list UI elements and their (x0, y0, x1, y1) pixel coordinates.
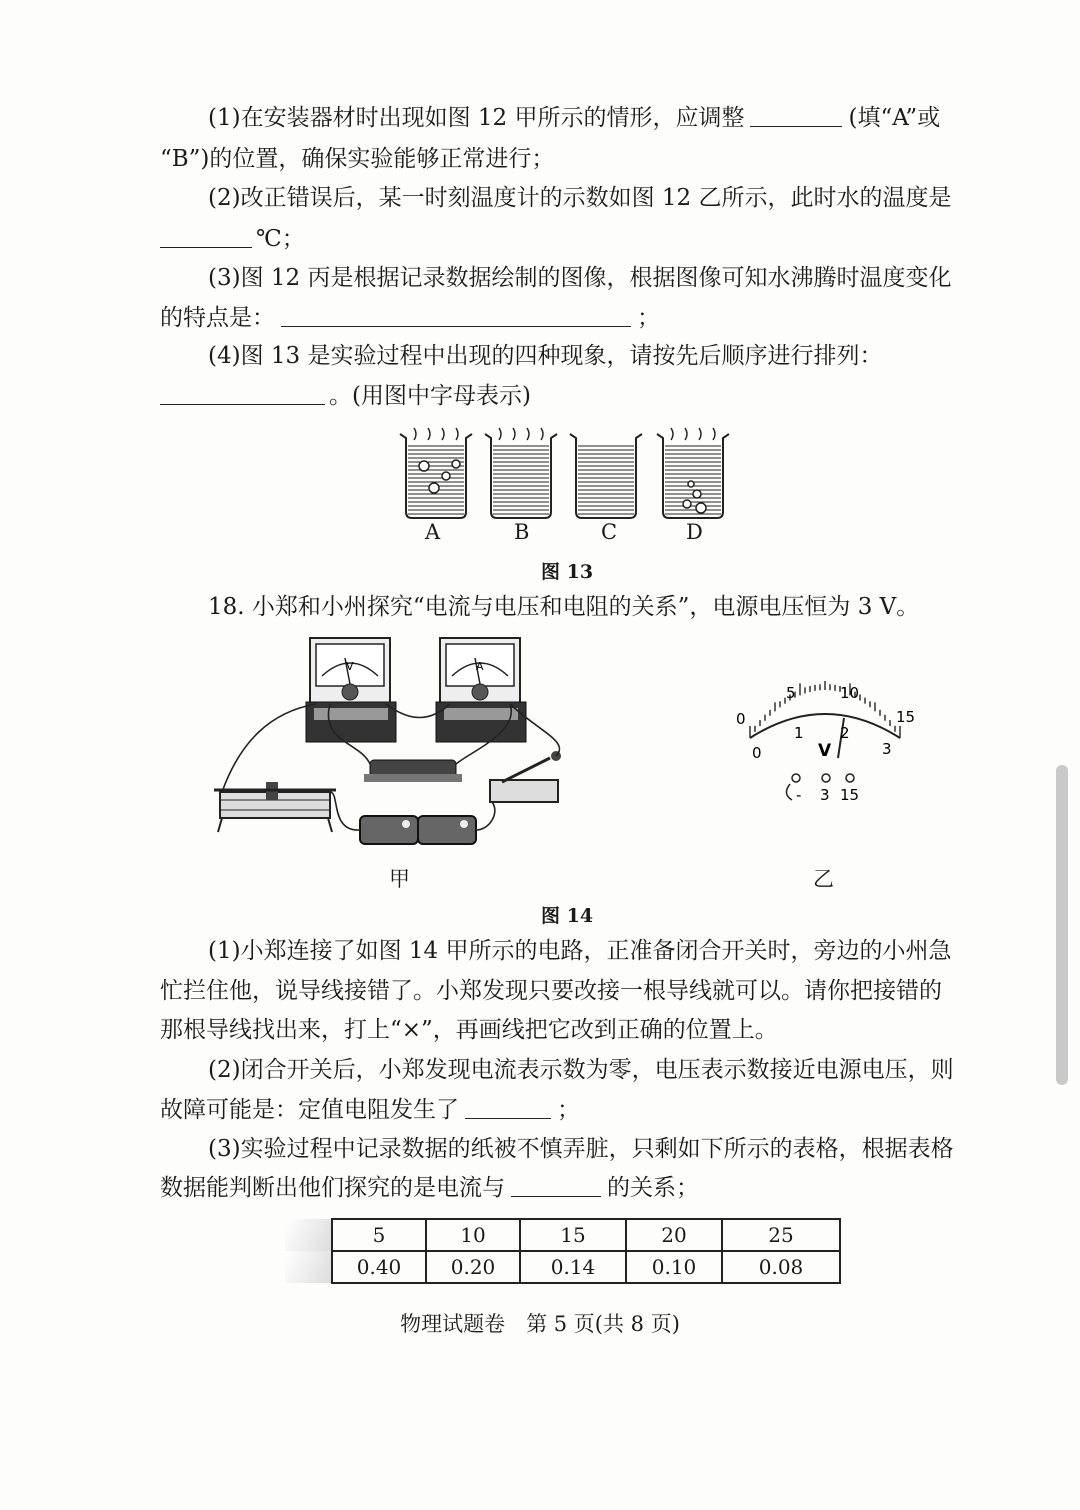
steam-line (428, 428, 430, 440)
bubble (452, 460, 460, 468)
data-table (285, 1218, 841, 1284)
q18-2-line-2 (160, 1095, 580, 1125)
q1-hint: (填“A”或 (848, 105, 941, 131)
steam-line (442, 428, 444, 440)
answer-blank-q4[interactable] (160, 382, 325, 405)
table-cell: 0.40 (332, 1251, 426, 1283)
scale-top-5: 5 (786, 684, 796, 702)
steam-line (499, 428, 501, 440)
answer-blank-q1[interactable] (750, 104, 842, 127)
table-header-cell (285, 1219, 332, 1251)
scale-top-15: 15 (896, 708, 916, 726)
beaker-outline (657, 434, 729, 518)
label-jia: 甲 (389, 867, 410, 891)
q2-line-2 (160, 224, 305, 254)
table-row (285, 1219, 840, 1251)
scale-top-0: 0 (736, 710, 746, 728)
dial-unit-v: V (818, 741, 832, 761)
table-cell: 15 (520, 1219, 626, 1251)
q18-1-line-2: 忙拦住他，说导线接错了。小郑发现只要改接一根导线就可以。请你把接错的 (160, 978, 942, 1004)
table-cell: 10 (426, 1219, 520, 1251)
q4-text: 。(用图中字母表示) (329, 383, 531, 409)
beaker-label-b: B (514, 520, 530, 544)
bubble (688, 481, 694, 487)
steam-line (527, 428, 529, 440)
steam-line (685, 428, 687, 440)
q18-3-end: 的关系； (607, 1175, 699, 1201)
terminal-15: 15 (840, 786, 860, 804)
bubble (442, 472, 450, 480)
steam-line (456, 428, 458, 440)
bubble (693, 490, 701, 498)
q18-title: 18. 小郑和小州探究“电流与电压和电阻的关系”，电源电压恒为 3 V。 (208, 594, 920, 620)
figure-14-voltmeter-dial (730, 680, 920, 810)
bubble (419, 461, 429, 471)
bubble (429, 483, 439, 493)
table-header-cell (285, 1251, 332, 1283)
figure-14-caption: 图 14 (541, 905, 594, 927)
q1-text: (1)在安装器材时出现如图 12 甲所示的情形，应调整 (208, 105, 745, 131)
q2-line-1: (2)改正错误后，某一时刻温度计的示数如图 12 乙所示，此时水的温度是 (208, 185, 952, 211)
q18-2-line-1: (2)闭合开关后，小郑发现电流表示数为零，电压表示数接近电源电压，则 (208, 1057, 954, 1083)
steam-line (513, 428, 515, 440)
table-cell: 25 (722, 1219, 840, 1251)
table-cell: 0.10 (626, 1251, 722, 1283)
answer-blank-q2[interactable] (160, 225, 252, 248)
scale-bottom-2: 2 (840, 724, 850, 742)
q3-line-2 (160, 303, 660, 333)
q3-line-1: (3)图 12 丙是根据记录数据绘制的图像，根据图像可知水沸腾时温度变化 (208, 265, 952, 291)
q18-2-text: 故障可能是：定值电阻发生了 (160, 1097, 459, 1123)
voltmeter (306, 638, 396, 742)
sliding-rheostat (214, 782, 336, 832)
table-cell: 5 (332, 1219, 426, 1251)
q18-3-text: 数据能判断出他们探究的是电流与 (160, 1175, 505, 1201)
ammeter (436, 638, 526, 742)
table-cell: 0.08 (722, 1251, 840, 1283)
q2-unit: ℃； (256, 226, 305, 252)
steam-line (713, 428, 715, 440)
scale-bottom-1: 1 (794, 724, 804, 742)
q4-line-1: (4)图 13 是实验过程中出现的四种现象，请按先后顺序进行排列： (208, 343, 883, 369)
answer-blank-q3[interactable] (281, 304, 631, 327)
label-yi: 乙 (813, 867, 834, 891)
table-cell: 20 (626, 1219, 722, 1251)
figure-13-beakers (395, 424, 740, 524)
q3-text: 的特点是： (160, 305, 275, 331)
q3-end: ； (637, 305, 660, 331)
table-cell: 0.20 (426, 1251, 520, 1283)
figure-14-circuit (210, 632, 590, 852)
figure-13-caption: 图 13 (541, 561, 594, 583)
q18-2-end: ； (557, 1097, 580, 1123)
q1-line-2: “B”)的位置，确保实验能够正常进行； (160, 146, 555, 172)
beaker-outline (485, 434, 557, 518)
beaker-label-d: D (686, 520, 703, 544)
answer-blank-q18-3[interactable] (511, 1174, 601, 1197)
q1-line-1 (208, 103, 940, 133)
q18-1-line-3: 那根导线找出来，打上“×”，再画线把它改到正确的位置上。 (160, 1017, 778, 1043)
voltmeter-symbol: V (346, 660, 354, 673)
beaker-label-c: C (601, 520, 618, 544)
answer-blank-q18-2[interactable] (465, 1096, 551, 1119)
terminal-3: 3 (820, 786, 830, 804)
fixed-resistor (364, 760, 462, 782)
steam-line (699, 428, 701, 440)
bubble (683, 500, 691, 508)
scrollbar-thumb[interactable] (1056, 765, 1068, 1085)
table-row (285, 1251, 840, 1283)
q18-3-line-2 (160, 1173, 699, 1203)
steam-line (414, 428, 416, 440)
switch (490, 751, 561, 802)
scale-bottom-0: 0 (752, 744, 762, 762)
beaker-label-a: A (425, 520, 441, 544)
ammeter-symbol: A (476, 660, 484, 673)
q18-1-line-1: (1)小郑连接了如图 14 甲所示的电路，正准备闭合开关时，旁边的小州急 (208, 938, 952, 964)
q18-3-line-1: (3)实验过程中记录数据的纸被不慎弄脏，只剩如下所示的表格，根据表格 (208, 1136, 954, 1162)
beaker-outline (400, 434, 472, 518)
table-cell: 0.14 (520, 1251, 626, 1283)
scale-bottom-3: 3 (882, 740, 892, 758)
beaker-outline (570, 434, 642, 518)
q4-line-2 (160, 381, 531, 411)
steam-line (541, 428, 543, 440)
bubble (696, 503, 706, 513)
page-footer: 物理试题卷 第 5 页(共 8 页) (400, 1312, 680, 1336)
steam-line (671, 428, 673, 440)
scale-top-10: 10 (840, 684, 860, 702)
battery-pack (360, 816, 476, 844)
terminal-minus: - (796, 786, 802, 804)
